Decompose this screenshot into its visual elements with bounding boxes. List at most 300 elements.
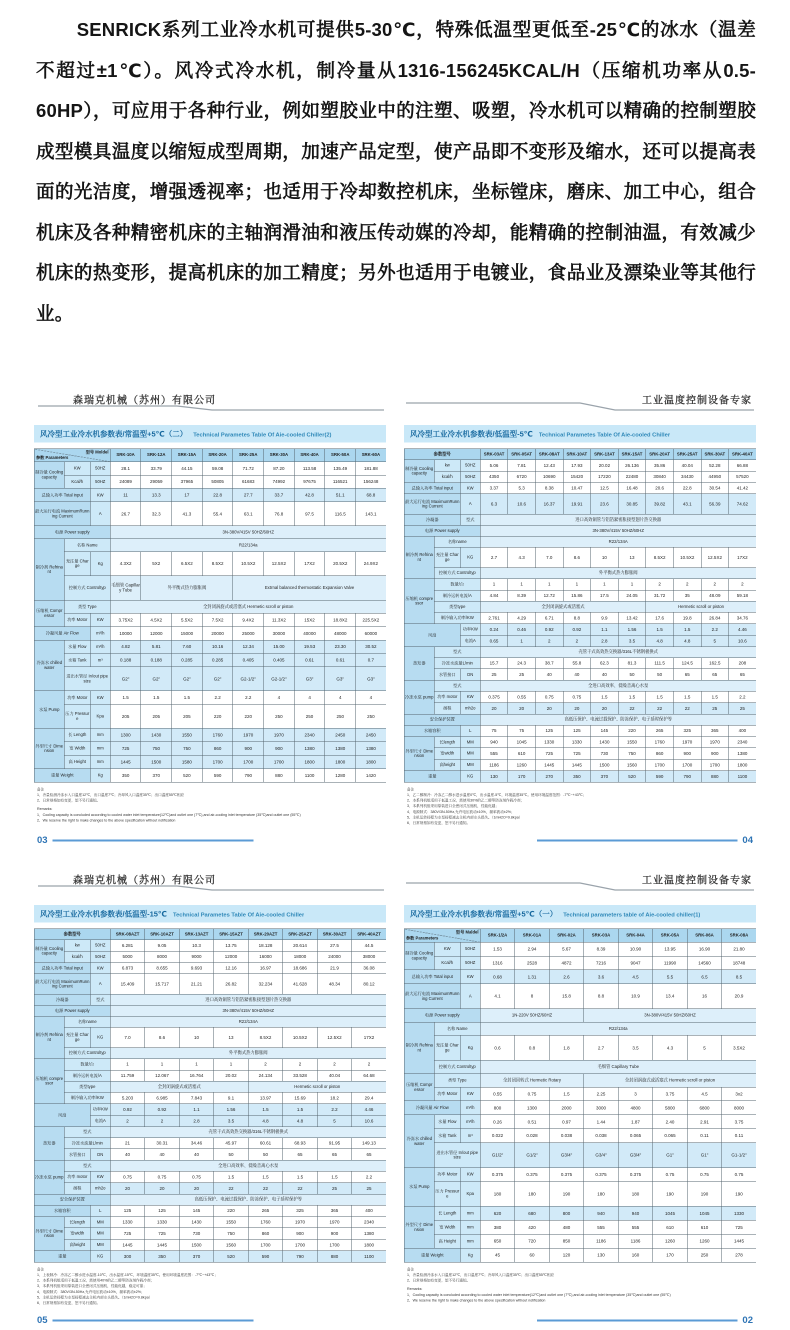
label-cell: 高 Height [64, 755, 90, 768]
value-cell: 0.8 [515, 1035, 550, 1060]
column-header-cell: SRK-20AT [646, 449, 674, 460]
value-cell: 1.5 [646, 691, 674, 702]
label-cell: 水箱容积 [34, 1205, 90, 1216]
value-cell: 43.1 [673, 494, 701, 514]
label-cell: 3N-380V/415V 50HZ/60HZ [480, 525, 756, 536]
remarks-block [407, 787, 753, 826]
label-cell: 型式 [64, 1160, 110, 1171]
value-cell: 135.49 [325, 462, 356, 475]
label-cell: 50HZ [90, 462, 110, 475]
label-cell: 水管接口 [434, 669, 460, 680]
value-cell: 650 [480, 1234, 515, 1248]
value-cell: 2.91 [687, 1115, 722, 1129]
value-cell: 6.5 [687, 970, 722, 984]
label-cell: R22/134a [110, 539, 386, 552]
value-cell: 850 [549, 1234, 584, 1248]
value-cell: 18000 [283, 951, 318, 962]
value-cell: 940 [480, 737, 508, 748]
value-cell: 9.05 [145, 940, 180, 951]
label-cell: 名称 Name [434, 1022, 480, 1035]
value-cell: 145 [179, 1205, 214, 1216]
label-cell: 50HZ [90, 475, 110, 488]
label-cell: KG [460, 771, 480, 782]
label-cell: R22/134A [110, 1016, 386, 1027]
table-title-en: Technical parameters table of Aie-cooled chiller(1) [563, 912, 701, 918]
value-cell: 9047 [618, 956, 653, 970]
value-cell: 5 [317, 1115, 352, 1126]
value-cell: 24.3 [508, 658, 536, 669]
column-header-cell: SRK-03A [584, 929, 619, 942]
value-cell: 6.873 [110, 963, 145, 974]
value-cell: 5800 [653, 1101, 688, 1115]
page-header [400, 388, 760, 420]
value-cell: 1970 [233, 728, 264, 741]
column-header-cell: SRK-10A [110, 449, 141, 462]
value-cell: 250 [264, 704, 295, 728]
label-cell: Hermetic scroll or piston [248, 1081, 386, 1092]
value-cell: 7216 [584, 956, 619, 970]
value-cell: 2 [563, 635, 591, 646]
value-cell: 20000 [202, 627, 233, 640]
label-cell: 高height [64, 1239, 90, 1250]
label-cell: 充注量 Charge [64, 552, 90, 576]
value-cell: 4.5 [618, 970, 653, 984]
label-cell: 名称name [434, 536, 480, 547]
value-cell: 50 [248, 1149, 283, 1160]
value-cell: 590 [646, 771, 674, 782]
value-cell: 20 [110, 1183, 145, 1194]
value-cell: 900 [701, 748, 729, 759]
value-cell: 59.18 [729, 590, 756, 601]
value-cell: 3 [618, 1087, 653, 1101]
value-cell: 3.5 [618, 1035, 653, 1060]
page-header [30, 388, 390, 420]
footer-rule [53, 1320, 254, 1322]
remark-line: 6、日常规格如有变更，恕不另行通知。 [37, 1300, 101, 1305]
catalog-page-05 [30, 868, 390, 1330]
value-cell: 250 [294, 704, 325, 728]
value-cell: 4.5 [687, 1087, 722, 1101]
value-cell: 170 [653, 1248, 688, 1262]
label-cell: mm [460, 1220, 480, 1234]
label-cell: 制冷剂 Refrinant [34, 1016, 64, 1058]
value-cell: 20.614 [283, 940, 318, 951]
label-cell: 功率 Motor [434, 1168, 460, 1182]
label-cell: 压力 Pressure [434, 1182, 460, 1207]
column-header-cell: SRK-05A [653, 929, 688, 942]
table-title-cn: 风冷型工业冷水机参数表/低温型-5℃ [410, 430, 533, 439]
label-cell: kcal/h [434, 471, 460, 482]
value-cell: 2.8 [591, 635, 619, 646]
value-cell: 0.375 [584, 1168, 619, 1182]
value-cell: 156248 [356, 475, 386, 488]
value-cell: 10.6 [508, 494, 536, 514]
label-cell: 充注量 Charge [64, 1027, 90, 1047]
value-cell: 22 [618, 703, 646, 714]
value-cell: 2.2 [352, 1171, 386, 1182]
label-cell: m³/h [460, 1115, 480, 1129]
value-cell: 730 [179, 1228, 214, 1239]
value-cell: 22 [646, 703, 674, 714]
value-cell: 4.46 [729, 624, 756, 635]
label-cell: 外平衡式热力膨胀阀 [480, 568, 756, 579]
value-cell: G3/4" [618, 1143, 653, 1168]
value-cell: 41.628 [283, 974, 318, 994]
value-cell: 29.4 [352, 1092, 386, 1103]
value-cell: 220 [202, 704, 233, 728]
value-cell: 590 [202, 769, 233, 783]
column-header-cell: SRK-05AT [508, 449, 536, 460]
value-cell: 1.5 [673, 691, 701, 702]
column-header-cell: SRK-30AT [701, 449, 729, 460]
label-cell: 总输入功率 Total input [404, 483, 460, 494]
label-cell: 高低压保护、电流过载保护、防冻保护、电子延时保护等 [480, 714, 756, 725]
column-header-cell: SRK-01A [515, 929, 550, 942]
label-cell: 全封闭涡旋式或活塞式 Hermetic scroll or piston [110, 600, 386, 613]
value-cell: 880 [317, 1251, 352, 1262]
value-cell: 13 [214, 1027, 249, 1047]
value-cell: 15000 [172, 627, 203, 640]
value-cell: 31.72 [646, 590, 674, 601]
value-cell: 162.5 [701, 658, 729, 669]
value-cell: 5X2 [141, 552, 172, 576]
value-cell: 8.5X2 [248, 1027, 283, 1047]
remark-line: 备注 [37, 1267, 45, 1272]
value-cell: 725 [535, 748, 563, 759]
label-cell: 数量/台 [434, 579, 480, 590]
catalog-page-02 [400, 868, 760, 1330]
value-cell: 25 [701, 703, 729, 714]
label-cell: KW [90, 613, 110, 626]
footer-rule [537, 840, 738, 842]
value-cell: G3/4" [584, 1143, 619, 1168]
spec-table [404, 449, 756, 783]
value-cell: 205 [141, 704, 172, 728]
value-cell: 4.3X2 [110, 552, 141, 576]
value-cell: 29059 [141, 475, 172, 488]
value-cell: 2 [352, 1059, 386, 1070]
value-cell: 0.75 [535, 691, 563, 702]
value-cell: 24089 [110, 475, 141, 488]
remark-line: 5、主机运转扬程为水泵扬程减去主机内部水头损失。（1mH2O=9.8kpa） [37, 1294, 153, 1300]
value-cell: 1.5 [591, 691, 619, 702]
value-cell: 2.2 [729, 691, 756, 702]
column-header-cell: SRK-06A [687, 929, 722, 942]
value-cell: 3.75 [722, 1115, 756, 1129]
value-cell: 50 [618, 669, 646, 680]
value-cell: 1760 [202, 728, 233, 741]
value-cell: 0.375 [549, 1168, 584, 1182]
value-cell: 10.16 [202, 640, 233, 653]
value-cell: 8000 [145, 951, 180, 962]
column-header-cell: SRK-20A [202, 449, 233, 462]
value-cell: 2.6 [549, 970, 584, 984]
remark-line: 1、上表制冷：冷冻乙二醇水进水温度-10℃，出水温度-15℃，环境温度35℃。使用环境温度范围：-7℃~+43℃； [37, 1272, 218, 1278]
remark-line: 2、We reserve the right to make changes to the above specification without notification [407, 1297, 546, 1303]
value-cell: 3000 [584, 1101, 619, 1115]
label-cell: 高height [434, 759, 460, 770]
value-cell: 16.90 [687, 942, 722, 956]
value-cell: 220 [618, 725, 646, 736]
value-cell: 65 [317, 1149, 352, 1160]
label-cell: 充注量 Charge [434, 547, 460, 567]
value-cell: 1.31 [515, 970, 550, 984]
value-cell: 4.84 [480, 590, 508, 601]
column-header-cell: SRK-08A [722, 929, 756, 942]
label-cell: 重量 Weight [34, 769, 90, 783]
value-cell: 15420 [563, 471, 591, 482]
value-cell: G1" [653, 1143, 688, 1168]
value-cell: 26.82 [214, 974, 249, 994]
value-cell: 4 [294, 691, 325, 704]
value-cell: 34.76 [729, 612, 756, 623]
value-cell: 48.34 [317, 974, 352, 994]
value-cell: 4872 [549, 956, 584, 970]
label-cell: 电源 Power supply [404, 525, 480, 536]
value-cell: 8.39 [584, 942, 619, 956]
value-cell: G2" [141, 667, 172, 691]
value-cell: 1380 [325, 742, 356, 755]
value-cell: 25 [317, 1183, 352, 1194]
value-cell: 10.5X2 [233, 552, 264, 576]
value-cell: 1800 [294, 755, 325, 768]
value-cell: 350 [563, 771, 591, 782]
value-cell: 750 [214, 1228, 249, 1239]
value-cell: 3.75X2 [110, 613, 141, 626]
value-cell: 0.022 [480, 1129, 515, 1143]
label-cell: 控制方式 Controltyp [64, 576, 110, 601]
value-cell: 205 [172, 704, 203, 728]
value-cell: 1 [145, 1059, 180, 1070]
label-cell: 安全保护装置 [34, 1194, 110, 1205]
value-cell: 2 [283, 1059, 318, 1070]
label-cell: 制冷剂 Refrinant [404, 1022, 434, 1074]
label-cell: 控制方式 Controltyp [434, 568, 480, 579]
label-cell: 水量 Flow [64, 640, 90, 653]
value-cell: 60.61 [248, 1138, 283, 1149]
value-cell: 17.5 [591, 590, 619, 601]
value-cell: 180 [618, 1182, 653, 1207]
label-cell: 最大运行电流 MaximumRunning Current [404, 984, 460, 1009]
table-title-cn: 风冷型工业冷水机参数表/低温型-15℃ [40, 910, 168, 919]
value-cell: 65 [729, 669, 756, 680]
label-cell: 数量/台 [64, 1059, 110, 1070]
value-cell: 1.5 [317, 1171, 352, 1182]
value-cell: 520 [214, 1251, 249, 1262]
value-cell: 1260 [687, 1234, 722, 1248]
value-cell: 0.6 [480, 1035, 515, 1060]
value-cell: 1045 [687, 1206, 722, 1220]
value-cell: G1-1/2" [722, 1143, 756, 1168]
remark-line: 3、本系列机组采用原装进口全密闭式压缩机，性能优越，稳定可靠； [37, 1283, 147, 1289]
value-cell: 3.75 [653, 1087, 688, 1101]
value-cell: 0.75 [563, 691, 591, 702]
catalog-page-04 [400, 388, 760, 850]
label-cell: 冷冻水流量L/min [434, 658, 480, 669]
label-cell: 50HZ [460, 956, 480, 970]
value-cell: 1970 [701, 737, 729, 748]
label-cell: 类型 Type [434, 1074, 480, 1087]
value-cell: 1 [480, 579, 508, 590]
value-cell: 3.5X2 [722, 1035, 756, 1060]
value-cell: 75 [480, 725, 508, 736]
value-cell: 220 [233, 704, 264, 728]
value-cell: 91.95 [317, 1138, 352, 1149]
label-cell: mh2o [90, 1183, 110, 1194]
label-cell: KW [90, 963, 110, 974]
spec-table [34, 449, 386, 783]
value-cell: 30.85 [618, 494, 646, 514]
remark-line: 1、冷量检测冷冻水入口温度12℃，出口温度7℃；冷却风入口温度35℃；出口温度55℃相应 [407, 1272, 555, 1278]
value-cell: 35.86 [646, 460, 674, 471]
column-header-cell: SRK-60A [356, 449, 386, 462]
value-cell: 1700 [701, 759, 729, 770]
remark-line: 5、主机运转扬程为水泵扬程减去主机内部水头损失。（1mH2O=9.8kpa） [407, 814, 523, 820]
value-cell: 3.37 [480, 483, 508, 494]
label-cell: Kg [90, 552, 110, 576]
value-cell: 16.764 [179, 1070, 214, 1081]
value-cell: 1.53 [480, 942, 515, 956]
value-cell: 0.75 [687, 1168, 722, 1182]
label-cell: mm [460, 1206, 480, 1220]
value-cell: 44950 [701, 471, 729, 482]
value-cell: 20 [535, 703, 563, 714]
value-cell: 24.9X2 [356, 552, 386, 576]
value-cell: 40 [591, 669, 619, 680]
page-footer [37, 1314, 383, 1327]
value-cell: 13.95 [653, 942, 688, 956]
value-cell: 2 [110, 1115, 145, 1126]
value-cell: 10.3 [179, 940, 214, 951]
value-cell: 250 [325, 704, 356, 728]
value-cell: 10000 [110, 627, 141, 640]
label-cell: 水量 Flow [434, 1115, 460, 1129]
value-cell: 39.82 [646, 494, 674, 514]
value-cell: 8.5 [722, 970, 756, 984]
label-cell: 长 Length [64, 728, 90, 741]
label-cell: 外平衡式热力膨胀阀 [110, 1048, 386, 1059]
label-cell: 总输入功率 Total input [34, 963, 90, 974]
value-cell: 4.3 [653, 1035, 688, 1060]
table-title-en: Technical Parametes Table Of Aie-cooled Chiller(2) [193, 432, 332, 438]
label-cell: 压力 Pressure [64, 704, 90, 728]
value-cell: 0.61 [294, 653, 325, 666]
label-cell: 最大运行电流 MaximumRunning Current [404, 494, 460, 514]
value-cell: G1/2" [480, 1143, 515, 1168]
value-cell: 1280 [325, 769, 356, 783]
value-cell: 610 [508, 748, 536, 759]
value-cell: 36.08 [352, 963, 386, 974]
value-cell: 1 [214, 1059, 249, 1070]
value-cell: 7.81 [508, 460, 536, 471]
value-cell: G3/4" [549, 1143, 584, 1168]
value-cell: 0.285 [202, 653, 233, 666]
value-cell: 365 [701, 725, 729, 736]
value-cell: 18.128 [248, 940, 283, 951]
value-cell: 25 [352, 1183, 386, 1194]
value-cell: 2.2 [233, 691, 264, 704]
label-cell: 冷冻水泵 pump [404, 680, 434, 714]
value-cell: 4350 [480, 471, 508, 482]
value-cell: 0.75 [722, 1168, 756, 1182]
value-cell: 555 [480, 748, 508, 759]
value-cell: 32.3 [141, 502, 172, 526]
label-cell: m³ [460, 1129, 480, 1143]
label-cell: 壳管干式高效热交换器/316L不锈钢板换式 [480, 647, 756, 658]
remark-line: 备注 [37, 787, 45, 792]
page-number: 03 [37, 835, 48, 846]
product-intro-paragraph: SENRICK系列工业冷水机可提供5-30℃，特殊低温型更低至-25℃的冰水（温差不超过±1℃）。风冷式冷水机，制冷量从1316-156245KCAL/H（压缩机功率从0.5-60HP），可应用于各种行业，例如塑胶业中的注塑、吸塑，冷水机可以精确的控制塑胶成型模具温度以缩短成型周期，加速产品定型，使产品即不变形及缩水，还可以提高表面的光洁度，增强透视率；也适用于冷却数控机床，坐标镗床，磨床、加工中心，组合机床及各种精密机床的主轴润滑油和液压传动媒的冷却，能精确的控制油温，有效减少机床的热变形，提高机床的加工精度；另外也适用于电镀业，食品业及漂染业等其他行业。 [36, 19, 756, 324]
label-cell: kw [64, 940, 90, 951]
value-cell: 8.655 [145, 963, 180, 974]
value-cell: 2 [248, 1059, 283, 1070]
label-cell: Kcal/h [434, 956, 460, 970]
value-cell: 4 [264, 691, 295, 704]
value-cell: 16.97 [248, 963, 283, 974]
label-cell: mm [460, 1234, 480, 1248]
value-cell: 1.87 [618, 1115, 653, 1129]
label-cell: 水泵 Pump [404, 1168, 434, 1207]
label-cell: 风扇 [404, 624, 460, 647]
label-cell: 宽width [64, 1228, 90, 1239]
value-cell: 1380 [294, 742, 325, 755]
page-number: 04 [742, 835, 753, 846]
value-cell: 24000 [317, 951, 352, 962]
value-cell: 34.46 [179, 1138, 214, 1149]
value-cell: G3" [325, 667, 356, 691]
value-cell: 370 [179, 1251, 214, 1262]
value-cell: 42.8 [294, 488, 325, 501]
value-cell: 4.3 [508, 547, 536, 567]
value-cell: 65 [283, 1149, 318, 1160]
value-cell: 20.6 [646, 483, 674, 494]
value-cell: 18.8X2 [325, 613, 356, 626]
value-cell: 0.188 [141, 653, 172, 666]
label-cell: R22/134a [480, 1022, 756, 1035]
label-cell: KW [460, 1087, 480, 1101]
column-header-cell: SRK-10AZT [145, 929, 180, 940]
value-cell: 1445 [563, 759, 591, 770]
value-cell: 149.13 [352, 1138, 386, 1149]
label-cell: DN [460, 669, 480, 680]
column-header-cell: 参数 Parameters 型号 Maldel [406, 929, 479, 941]
value-cell: 15.7 [480, 658, 508, 669]
value-cell: 11 [110, 488, 141, 501]
value-cell: 800 [480, 1101, 515, 1115]
label-cell: MM [90, 1228, 110, 1239]
label-cell: 型式 [434, 680, 480, 691]
value-cell: 56.39 [701, 494, 729, 514]
value-cell: 2000 [549, 1101, 584, 1115]
value-cell: 2450 [325, 728, 356, 741]
label-cell: 50HZ [460, 942, 480, 956]
value-cell: 4800 [618, 1101, 653, 1115]
label-cell: 壳管干式高效热交换器/316L不锈钢板换式 [110, 1127, 386, 1138]
value-cell: 2.25 [584, 1087, 619, 1101]
value-cell: 9.693 [179, 963, 214, 974]
column-header-cell: SRK-15AT [618, 449, 646, 460]
label-cell: KW [90, 1171, 110, 1182]
value-cell: 1330 [563, 737, 591, 748]
value-cell: 22 [214, 1183, 249, 1194]
value-cell: 1500 [179, 1239, 214, 1250]
table-title-bar [404, 905, 756, 923]
value-cell: 0.188 [110, 653, 141, 666]
value-cell: 2 [701, 579, 729, 590]
value-cell: 71.72 [233, 462, 264, 475]
value-cell: 15.717 [145, 974, 180, 994]
value-cell: 365 [317, 1205, 352, 1216]
